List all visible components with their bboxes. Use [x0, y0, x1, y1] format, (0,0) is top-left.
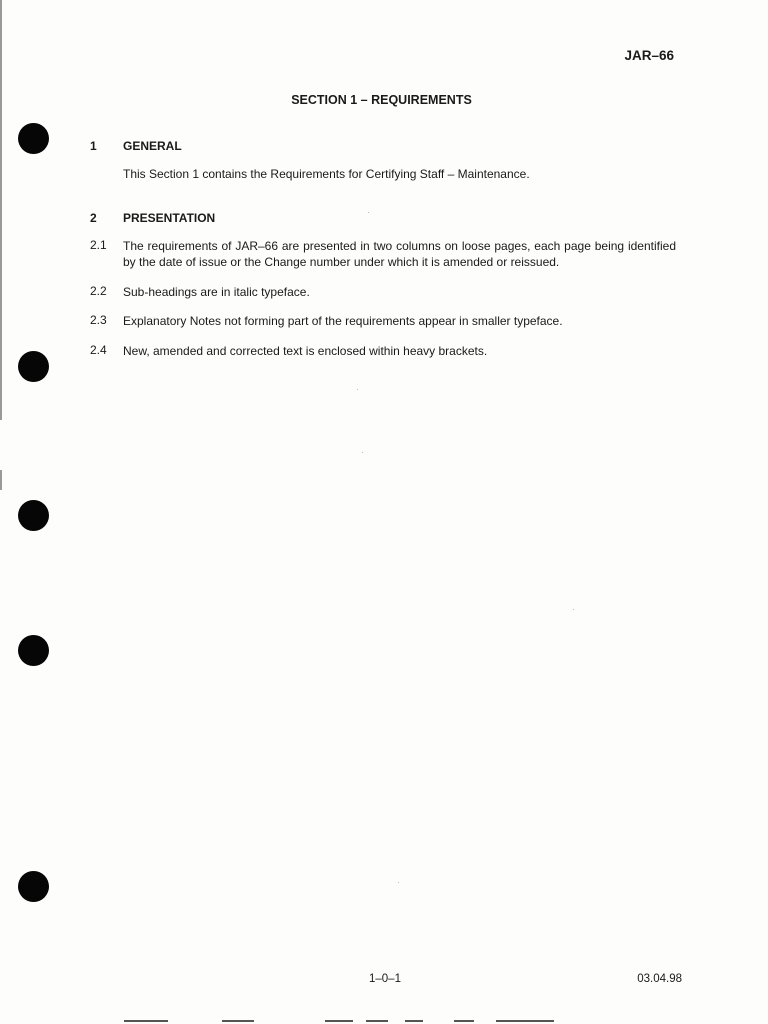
section-title: SECTION 1 – REQUIREMENTS	[291, 93, 472, 107]
section-heading-presentation: PRESENTATION	[123, 211, 216, 225]
section-number-1: 1	[90, 139, 97, 153]
punch-hole-4	[18, 635, 49, 666]
scan-speck	[357, 389, 358, 390]
page-left-edge	[0, 0, 2, 420]
scan-speck	[398, 882, 399, 883]
footer-page-number: 1–0–1	[369, 973, 401, 985]
punch-hole-5	[18, 871, 49, 902]
scan-edge-mark	[496, 1020, 554, 1022]
scan-edge-mark	[405, 1020, 423, 1022]
item-number-2-1: 2.1	[90, 238, 107, 252]
scan-edge-mark	[325, 1020, 353, 1022]
scan-speck	[362, 452, 363, 453]
item-text-2-3: Explanatory Notes not forming part of the requirements appear in smaller typeface.	[123, 314, 563, 328]
scan-edge-mark	[124, 1020, 168, 1022]
item-text-2-4: New, amended and corrected text is enclosed within heavy brackets.	[123, 344, 488, 358]
page-left-edge-lower	[0, 470, 2, 490]
item-number-2-4: 2.4	[90, 343, 107, 357]
item-text-2-2: Sub-headings are in italic typeface.	[123, 285, 310, 299]
item-text-2-1: The requirements of JAR–66 are presented in two columns on loose pages, each page being identified by the date of issue or the Change number under which it is amended or reissued.	[123, 239, 676, 269]
item-number-2-2: 2.2	[90, 284, 107, 298]
section-number-2: 2	[90, 211, 97, 225]
document-id: JAR–66	[624, 48, 674, 63]
scan-edge-mark	[222, 1020, 254, 1022]
section-1-body: This Section 1 contains the Requirements for Certifying Staff – Maintenance.	[123, 167, 530, 181]
punch-hole-1	[18, 123, 49, 154]
scan-speck	[573, 609, 574, 610]
section-heading-general: GENERAL	[123, 139, 182, 153]
footer-date: 03.04.98	[637, 973, 682, 985]
scan-edge-mark	[454, 1020, 474, 1022]
scan-speck	[368, 212, 369, 213]
scan-edge-mark	[366, 1020, 388, 1022]
item-number-2-3: 2.3	[90, 313, 107, 327]
punch-hole-3	[18, 500, 49, 531]
punch-hole-2	[18, 351, 49, 382]
